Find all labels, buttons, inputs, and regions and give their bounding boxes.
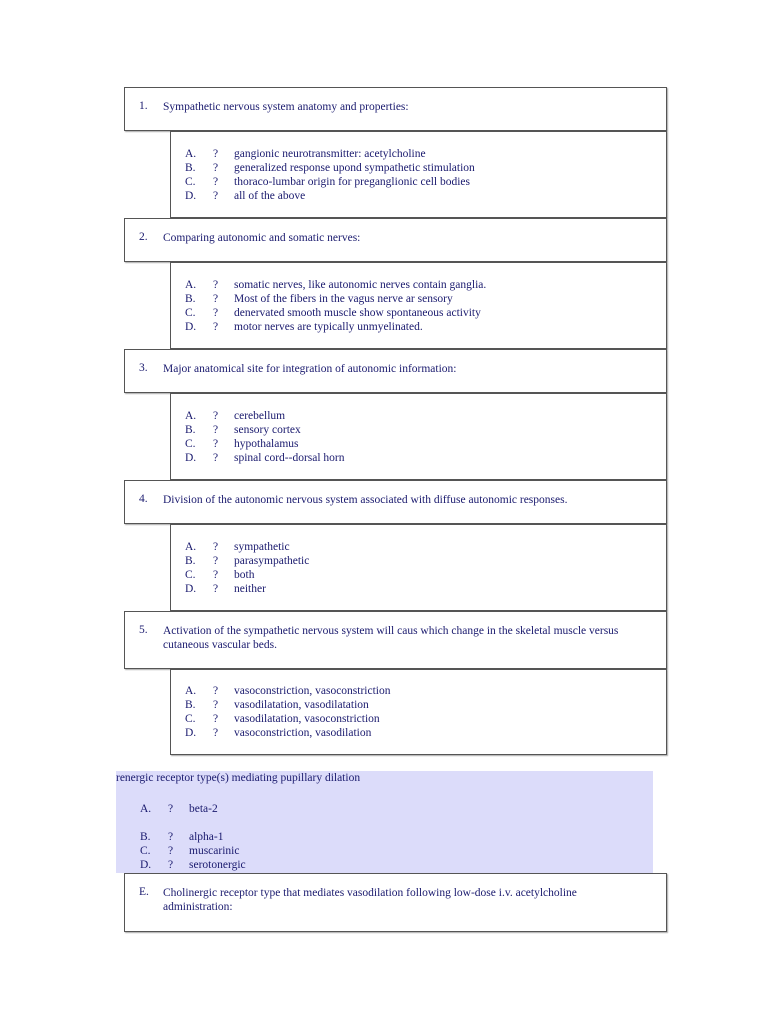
- option-d: D. ? spinal cord--dorsal horn: [185, 452, 345, 464]
- question-text: Major anatomical site for integration of autonomic information:: [163, 363, 457, 375]
- question-3-box: [124, 349, 667, 393]
- question-text: Comparing autonomic and somatic nerves:: [163, 232, 361, 244]
- question-text: Cholinergic receptor type that mediates vasodilation following low-dose i.v. acetylcholine administration:: [163, 887, 577, 913]
- option-d: D. ? motor nerves are typically unmyelinated.: [185, 321, 423, 333]
- question-1-options: [170, 131, 667, 218]
- question-4-box: [124, 480, 667, 524]
- option-b: B. ? generalized response upond sympathetic stimulation: [185, 162, 475, 174]
- option-d: D. ? neither: [185, 583, 266, 595]
- option-b: B. ? vasodilatation, vasodilatation: [185, 699, 369, 711]
- option-a: A. ? gangionic neurotransmitter: acetylcholine: [185, 148, 426, 160]
- option-d: D. ? serotonergic: [140, 859, 246, 871]
- option-c: C. ? muscarinic: [140, 845, 240, 857]
- question-text: renergic receptor type(s) mediating pupillary dilation: [116, 772, 361, 784]
- question-3-options: [170, 393, 667, 480]
- option-a: A. ? cerebellum: [185, 410, 286, 422]
- question-number: 4.: [139, 493, 148, 505]
- question-text: Activation of the sympathetic nervous system will caus which change in the skeletal muscle versus cutaneous vascular beds.: [163, 625, 619, 651]
- question-number: 2.: [139, 231, 148, 243]
- question-number: 3.: [139, 362, 148, 374]
- option-b: B. ? Most of the fibers in the vagus nerve ar sensory: [185, 293, 453, 305]
- question-number: 5.: [139, 624, 148, 636]
- question-2-options: [170, 262, 667, 349]
- option-a: A. ? somatic nerves, like autonomic nerves contain ganglia.: [185, 279, 487, 291]
- option-b: B. ? parasympathetic: [185, 555, 310, 567]
- option-c: C. ? denervated smooth muscle show spontaneous activity: [185, 307, 481, 319]
- highlighted-question: [116, 771, 653, 873]
- option-a: A. ? sympathetic: [185, 541, 290, 553]
- option-b: B. ? sensory cortex: [185, 424, 301, 436]
- option-c: C. ? vasodilatation, vasoconstriction: [185, 713, 380, 725]
- option-a: A. ? vasoconstriction, vasoconstriction: [185, 685, 391, 697]
- question-text: Sympathetic nervous system anatomy and properties:: [163, 101, 409, 113]
- option-c: C. ? both: [185, 569, 255, 581]
- option-d: D. ? vasoconstriction, vasodilation: [185, 727, 372, 739]
- question-number: 1.: [139, 100, 148, 112]
- option-c: C. ? thoraco-lumbar origin for preganglionic cell bodies: [185, 176, 470, 188]
- option-a: A. ? beta-2: [140, 803, 218, 815]
- question-5-box: [124, 611, 667, 669]
- question-e-box: [124, 873, 667, 932]
- option-c: C. ? hypothalamus: [185, 438, 299, 450]
- option-d: D. ? all of the above: [185, 190, 306, 202]
- question-5-options: [170, 669, 667, 755]
- option-b: B. ? alpha-1: [140, 831, 224, 843]
- question-text: Division of the autonomic nervous system associated with diffuse autonomic responses.: [163, 494, 568, 506]
- question-4-options: [170, 524, 667, 611]
- question-number: E.: [139, 886, 149, 898]
- question-2-box: [124, 218, 667, 262]
- question-1-box: [124, 87, 667, 131]
